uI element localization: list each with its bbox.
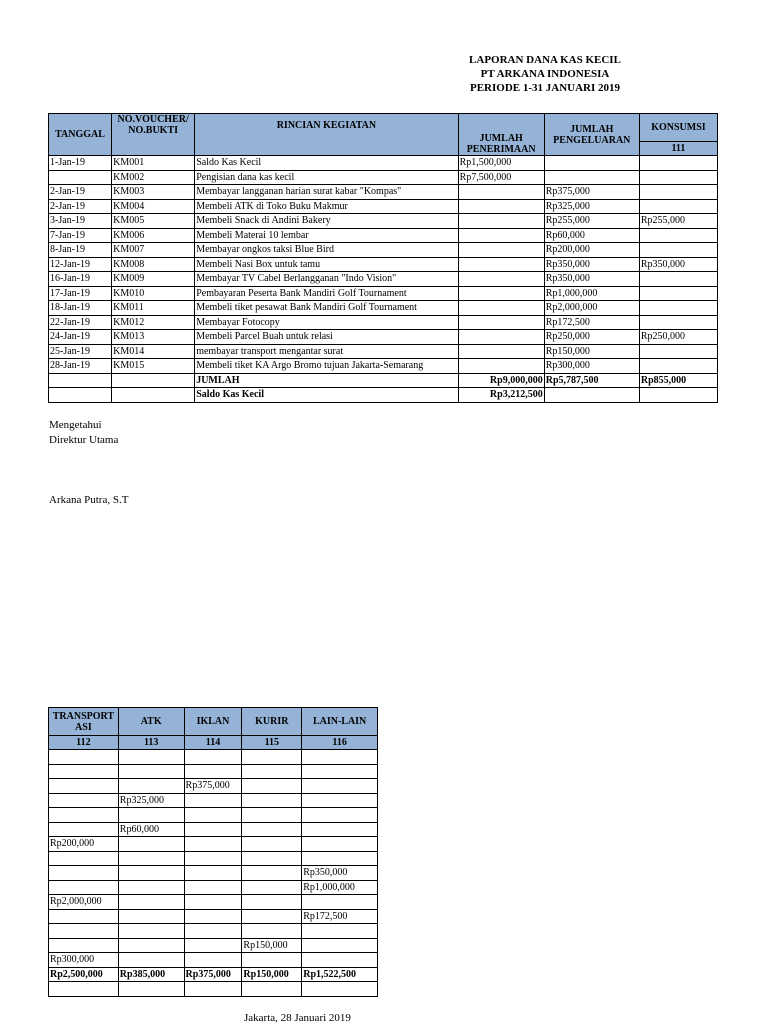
table-row	[49, 924, 378, 939]
cell-amount	[118, 779, 184, 794]
cell-amount	[242, 750, 302, 765]
cell-amount	[118, 924, 184, 939]
acknowledged-label: Mengetahui	[49, 419, 102, 431]
cell-tanggal: 24-Jan-19	[49, 330, 112, 345]
cell-penerimaan	[458, 257, 544, 272]
cell-amount	[49, 750, 119, 765]
cell-amount	[184, 750, 242, 765]
cell-amount	[49, 938, 119, 953]
header-account: LAIN-LAIN	[302, 708, 378, 736]
cell-voucher: KM001	[112, 156, 195, 171]
table-row	[49, 272, 718, 287]
cell-pengeluaran: Rp255,000	[544, 214, 639, 229]
table-row	[49, 822, 378, 837]
cell-amount	[302, 953, 378, 968]
cell-amount	[302, 895, 378, 910]
cell-amount	[118, 750, 184, 765]
cell-penerimaan	[458, 330, 544, 345]
header-account-code: 115	[242, 736, 302, 750]
cell-amount	[302, 837, 378, 852]
cell-amount	[118, 764, 184, 779]
header-konsumsi-code: 111	[639, 142, 717, 156]
table-row	[49, 938, 378, 953]
cell-voucher: KM006	[112, 228, 195, 243]
cell-empty	[242, 982, 302, 997]
saldo-row	[49, 388, 718, 403]
cell-voucher: KM012	[112, 315, 195, 330]
cell-empty	[639, 388, 717, 403]
cell-amount: Rp150,000	[242, 938, 302, 953]
cell-amount	[242, 764, 302, 779]
cell-rincian: Membeli Materai 10 lembar	[195, 228, 458, 243]
cell-amount: Rp1,000,000	[302, 880, 378, 895]
cell-penerimaan	[458, 315, 544, 330]
cell-rincian: Membayar ongkos taksi Blue Bird	[195, 243, 458, 258]
cell-penerimaan	[458, 214, 544, 229]
cell-amount	[242, 924, 302, 939]
header-account-code: 112	[49, 736, 119, 750]
cell-pengeluaran: Rp300,000	[544, 359, 639, 374]
cell-amount	[242, 866, 302, 881]
cell-pengeluaran: Rp172,500	[544, 315, 639, 330]
cell-penerimaan	[458, 286, 544, 301]
table-row	[49, 228, 718, 243]
cell-konsumsi	[639, 286, 717, 301]
cell-amount: Rp375,000	[184, 779, 242, 794]
table-row	[49, 344, 718, 359]
cell-pengeluaran: Rp325,000	[544, 199, 639, 214]
cell-tanggal: 18-Jan-19	[49, 301, 112, 316]
table-row	[49, 851, 378, 866]
cell-empty	[112, 388, 195, 403]
saldo-value: Rp3,212,500	[458, 388, 544, 403]
header-account-code: 113	[118, 736, 184, 750]
cell-konsumsi: Rp255,000	[639, 214, 717, 229]
cell-amount	[184, 880, 242, 895]
cell-empty	[112, 373, 195, 388]
table-row	[49, 170, 718, 185]
cell-voucher: KM008	[112, 257, 195, 272]
cell-voucher: KM004	[112, 199, 195, 214]
cell-amount	[49, 924, 119, 939]
cell-penerimaan	[458, 199, 544, 214]
cell-amount	[49, 764, 119, 779]
cell-amount	[184, 851, 242, 866]
cell-amount	[242, 779, 302, 794]
cell-konsumsi	[639, 315, 717, 330]
table-row	[49, 808, 378, 823]
total-label: JUMLAH	[195, 373, 458, 388]
cell-amount	[242, 822, 302, 837]
header-account: IKLAN	[184, 708, 242, 736]
cell-voucher: KM014	[112, 344, 195, 359]
cell-konsumsi	[639, 272, 717, 287]
cell-pengeluaran: Rp375,000	[544, 185, 639, 200]
director-name: Arkana Putra, S.T	[49, 494, 129, 506]
cell-amount	[184, 924, 242, 939]
cell-amount	[184, 822, 242, 837]
cell-amount	[49, 793, 119, 808]
expense-allocation-table	[48, 707, 378, 997]
cell-amount	[49, 909, 119, 924]
cell-pengeluaran	[544, 170, 639, 185]
header-account: ATK	[118, 708, 184, 736]
table-row	[49, 359, 718, 374]
cell-rincian: Pembayaran Peserta Bank Mandiri Golf Tournament	[195, 286, 458, 301]
cell-pengeluaran: Rp1,000,000	[544, 286, 639, 301]
total-pengeluaran: Rp5,787,500	[544, 373, 639, 388]
header-voucher: NO.VOUCHER/ NO.BUKTI	[112, 114, 195, 156]
cell-amount	[118, 909, 184, 924]
total-amount: Rp375,000	[184, 967, 242, 982]
cell-tanggal: 22-Jan-19	[49, 315, 112, 330]
cell-amount: Rp325,000	[118, 793, 184, 808]
cell-pengeluaran: Rp350,000	[544, 257, 639, 272]
table-row	[49, 837, 378, 852]
header-account-code: 116	[302, 736, 378, 750]
table-row	[49, 982, 378, 997]
cell-empty	[544, 388, 639, 403]
cell-amount	[49, 779, 119, 794]
cell-amount	[184, 866, 242, 881]
cell-amount: Rp60,000	[118, 822, 184, 837]
table-row	[49, 866, 378, 881]
cell-amount	[118, 895, 184, 910]
saldo-label: Saldo Kas Kecil	[195, 388, 458, 403]
total-konsumsi: Rp855,000	[639, 373, 717, 388]
cell-amount	[118, 808, 184, 823]
cell-voucher: KM011	[112, 301, 195, 316]
cell-tanggal: 1-Jan-19	[49, 156, 112, 171]
cell-amount	[302, 924, 378, 939]
cell-amount	[302, 938, 378, 953]
cell-konsumsi	[639, 359, 717, 374]
cell-amount	[184, 938, 242, 953]
cell-voucher: KM003	[112, 185, 195, 200]
cell-empty	[302, 982, 378, 997]
cell-rincian: Membayar langganan harian surat kabar "Kompas"	[195, 185, 458, 200]
cell-penerimaan: Rp7,500,000	[458, 170, 544, 185]
cell-amount	[184, 909, 242, 924]
cell-amount	[184, 793, 242, 808]
cell-rincian: Membeli tiket KA Argo Bromo tujuan Jakarta-Semarang	[195, 359, 458, 374]
table-row	[49, 156, 718, 171]
table-row	[49, 330, 718, 345]
header-konsumsi: KONSUMSI	[639, 114, 717, 142]
cell-amount	[184, 764, 242, 779]
cell-penerimaan	[458, 243, 544, 258]
cell-amount	[184, 808, 242, 823]
cell-amount	[302, 779, 378, 794]
cell-empty	[49, 388, 112, 403]
cell-amount	[118, 866, 184, 881]
cell-voucher: KM009	[112, 272, 195, 287]
cell-rincian: Membeli Nasi Box untuk tamu	[195, 257, 458, 272]
cell-amount	[302, 822, 378, 837]
cell-pengeluaran	[544, 156, 639, 171]
total-amount: Rp2,500,000	[49, 967, 119, 982]
cell-tanggal: 3-Jan-19	[49, 214, 112, 229]
cell-penerimaan: Rp1,500,000	[458, 156, 544, 171]
cell-amount	[118, 880, 184, 895]
cell-amount	[242, 837, 302, 852]
cell-penerimaan	[458, 344, 544, 359]
cell-amount	[302, 808, 378, 823]
cell-amount	[184, 953, 242, 968]
cell-rincian: Membeli Snack di Andini Bakery	[195, 214, 458, 229]
table-row	[49, 243, 718, 258]
cell-empty	[184, 982, 242, 997]
cell-rincian: Membayar Fotocopy	[195, 315, 458, 330]
cell-amount	[302, 764, 378, 779]
table-row	[49, 301, 718, 316]
cell-pengeluaran: Rp250,000	[544, 330, 639, 345]
cell-amount	[49, 851, 119, 866]
cell-konsumsi	[639, 301, 717, 316]
cell-pengeluaran: Rp350,000	[544, 272, 639, 287]
petty-cash-table	[48, 113, 718, 403]
cell-amount	[118, 938, 184, 953]
cell-tanggal: 16-Jan-19	[49, 272, 112, 287]
cell-amount: Rp300,000	[49, 953, 119, 968]
cell-konsumsi	[639, 228, 717, 243]
total-row	[49, 373, 718, 388]
cell-konsumsi	[639, 156, 717, 171]
total-penerimaan: Rp9,000,000	[458, 373, 544, 388]
cell-tanggal	[49, 170, 112, 185]
cell-rincian: Membayar TV Cabel Berlangganan "Indo Vision"	[195, 272, 458, 287]
cell-konsumsi	[639, 199, 717, 214]
cell-amount	[242, 953, 302, 968]
cell-voucher: KM015	[112, 359, 195, 374]
cell-rincian: Membeli ATK di Toko Buku Makmur	[195, 199, 458, 214]
cell-tanggal: 25-Jan-19	[49, 344, 112, 359]
cell-amount	[302, 793, 378, 808]
cell-tanggal: 2-Jan-19	[49, 199, 112, 214]
cell-rincian: Pengisian dana kas kecil	[195, 170, 458, 185]
cell-konsumsi: Rp250,000	[639, 330, 717, 345]
header-tanggal: TANGGAL	[49, 114, 112, 156]
cell-pengeluaran: Rp150,000	[544, 344, 639, 359]
cell-amount	[302, 750, 378, 765]
table-row	[49, 909, 378, 924]
cell-empty	[49, 373, 112, 388]
cell-amount	[118, 851, 184, 866]
total-amount: Rp385,000	[118, 967, 184, 982]
cell-amount	[118, 837, 184, 852]
header-penerimaan: JUMLAH PENERIMAAN	[458, 114, 544, 156]
cell-amount: Rp350,000	[302, 866, 378, 881]
cell-amount	[184, 837, 242, 852]
cell-amount	[242, 909, 302, 924]
cell-voucher: KM005	[112, 214, 195, 229]
cell-empty	[49, 982, 119, 997]
cell-konsumsi	[639, 185, 717, 200]
table-row	[49, 315, 718, 330]
cell-rincian: Membeli tiket pesawat Bank Mandiri Golf Tournament	[195, 301, 458, 316]
cell-konsumsi	[639, 243, 717, 258]
cell-pengeluaran: Rp60,000	[544, 228, 639, 243]
header-pengeluaran: JUMLAH PENGELUARAN	[544, 114, 639, 156]
total-amount: Rp1,522,500	[302, 967, 378, 982]
cell-amount: Rp172,500	[302, 909, 378, 924]
cell-amount	[49, 880, 119, 895]
cell-tanggal: 2-Jan-19	[49, 185, 112, 200]
cell-tanggal: 17-Jan-19	[49, 286, 112, 301]
cell-amount	[302, 851, 378, 866]
cell-rincian: membayar transport mengantar surat	[195, 344, 458, 359]
table-row	[49, 185, 718, 200]
table-row	[49, 953, 378, 968]
cell-amount: Rp200,000	[49, 837, 119, 852]
cell-pengeluaran: Rp2,000,000	[544, 301, 639, 316]
cell-empty	[118, 982, 184, 997]
table-row	[49, 793, 378, 808]
cell-pengeluaran: Rp200,000	[544, 243, 639, 258]
cell-rincian: Saldo Kas Kecil	[195, 156, 458, 171]
header-account-code: 114	[184, 736, 242, 750]
cell-penerimaan	[458, 228, 544, 243]
cell-konsumsi	[639, 344, 717, 359]
table-row	[49, 199, 718, 214]
cell-amount	[242, 895, 302, 910]
cell-penerimaan	[458, 185, 544, 200]
cell-amount: Rp2,000,000	[49, 895, 119, 910]
cell-amount	[242, 880, 302, 895]
total-row	[49, 967, 378, 982]
cell-tanggal: 7-Jan-19	[49, 228, 112, 243]
place-date: Jakarta, 28 Januari 2019	[244, 1012, 351, 1024]
cell-tanggal: 8-Jan-19	[49, 243, 112, 258]
cell-amount	[118, 953, 184, 968]
cell-penerimaan	[458, 359, 544, 374]
table-row	[49, 214, 718, 229]
cell-penerimaan	[458, 272, 544, 287]
cell-konsumsi: Rp350,000	[639, 257, 717, 272]
cell-amount	[49, 822, 119, 837]
table-row	[49, 764, 378, 779]
table-row	[49, 286, 718, 301]
cell-konsumsi	[639, 170, 717, 185]
cell-amount	[184, 895, 242, 910]
cell-amount	[49, 808, 119, 823]
cell-amount	[242, 851, 302, 866]
table-row	[49, 257, 718, 272]
header-account: KURIR	[242, 708, 302, 736]
table-row	[49, 779, 378, 794]
director-title: Direktur Utama	[49, 434, 119, 446]
cell-voucher: KM010	[112, 286, 195, 301]
cell-amount	[242, 793, 302, 808]
header-rincian: RINCIAN KEGIATAN	[195, 114, 458, 156]
cell-amount	[242, 808, 302, 823]
header-account: TRANSPORTASI	[49, 708, 119, 736]
table-row	[49, 750, 378, 765]
cell-rincian: Membeli Parcel Buah untuk relasi	[195, 330, 458, 345]
company-name: PT ARKANA INDONESIA	[480, 68, 610, 80]
report-period: PERIODE 1-31 JANUARI 2019	[469, 82, 621, 94]
cell-voucher: KM013	[112, 330, 195, 345]
table-row	[49, 880, 378, 895]
cell-tanggal: 12-Jan-19	[49, 257, 112, 272]
total-amount: Rp150,000	[242, 967, 302, 982]
cell-amount	[49, 866, 119, 881]
cell-tanggal: 28-Jan-19	[49, 359, 112, 374]
cell-penerimaan	[458, 301, 544, 316]
cell-voucher: KM002	[112, 170, 195, 185]
report-title: LAPORAN DANA KAS KECIL	[469, 54, 621, 66]
table-row	[49, 895, 378, 910]
cell-voucher: KM007	[112, 243, 195, 258]
